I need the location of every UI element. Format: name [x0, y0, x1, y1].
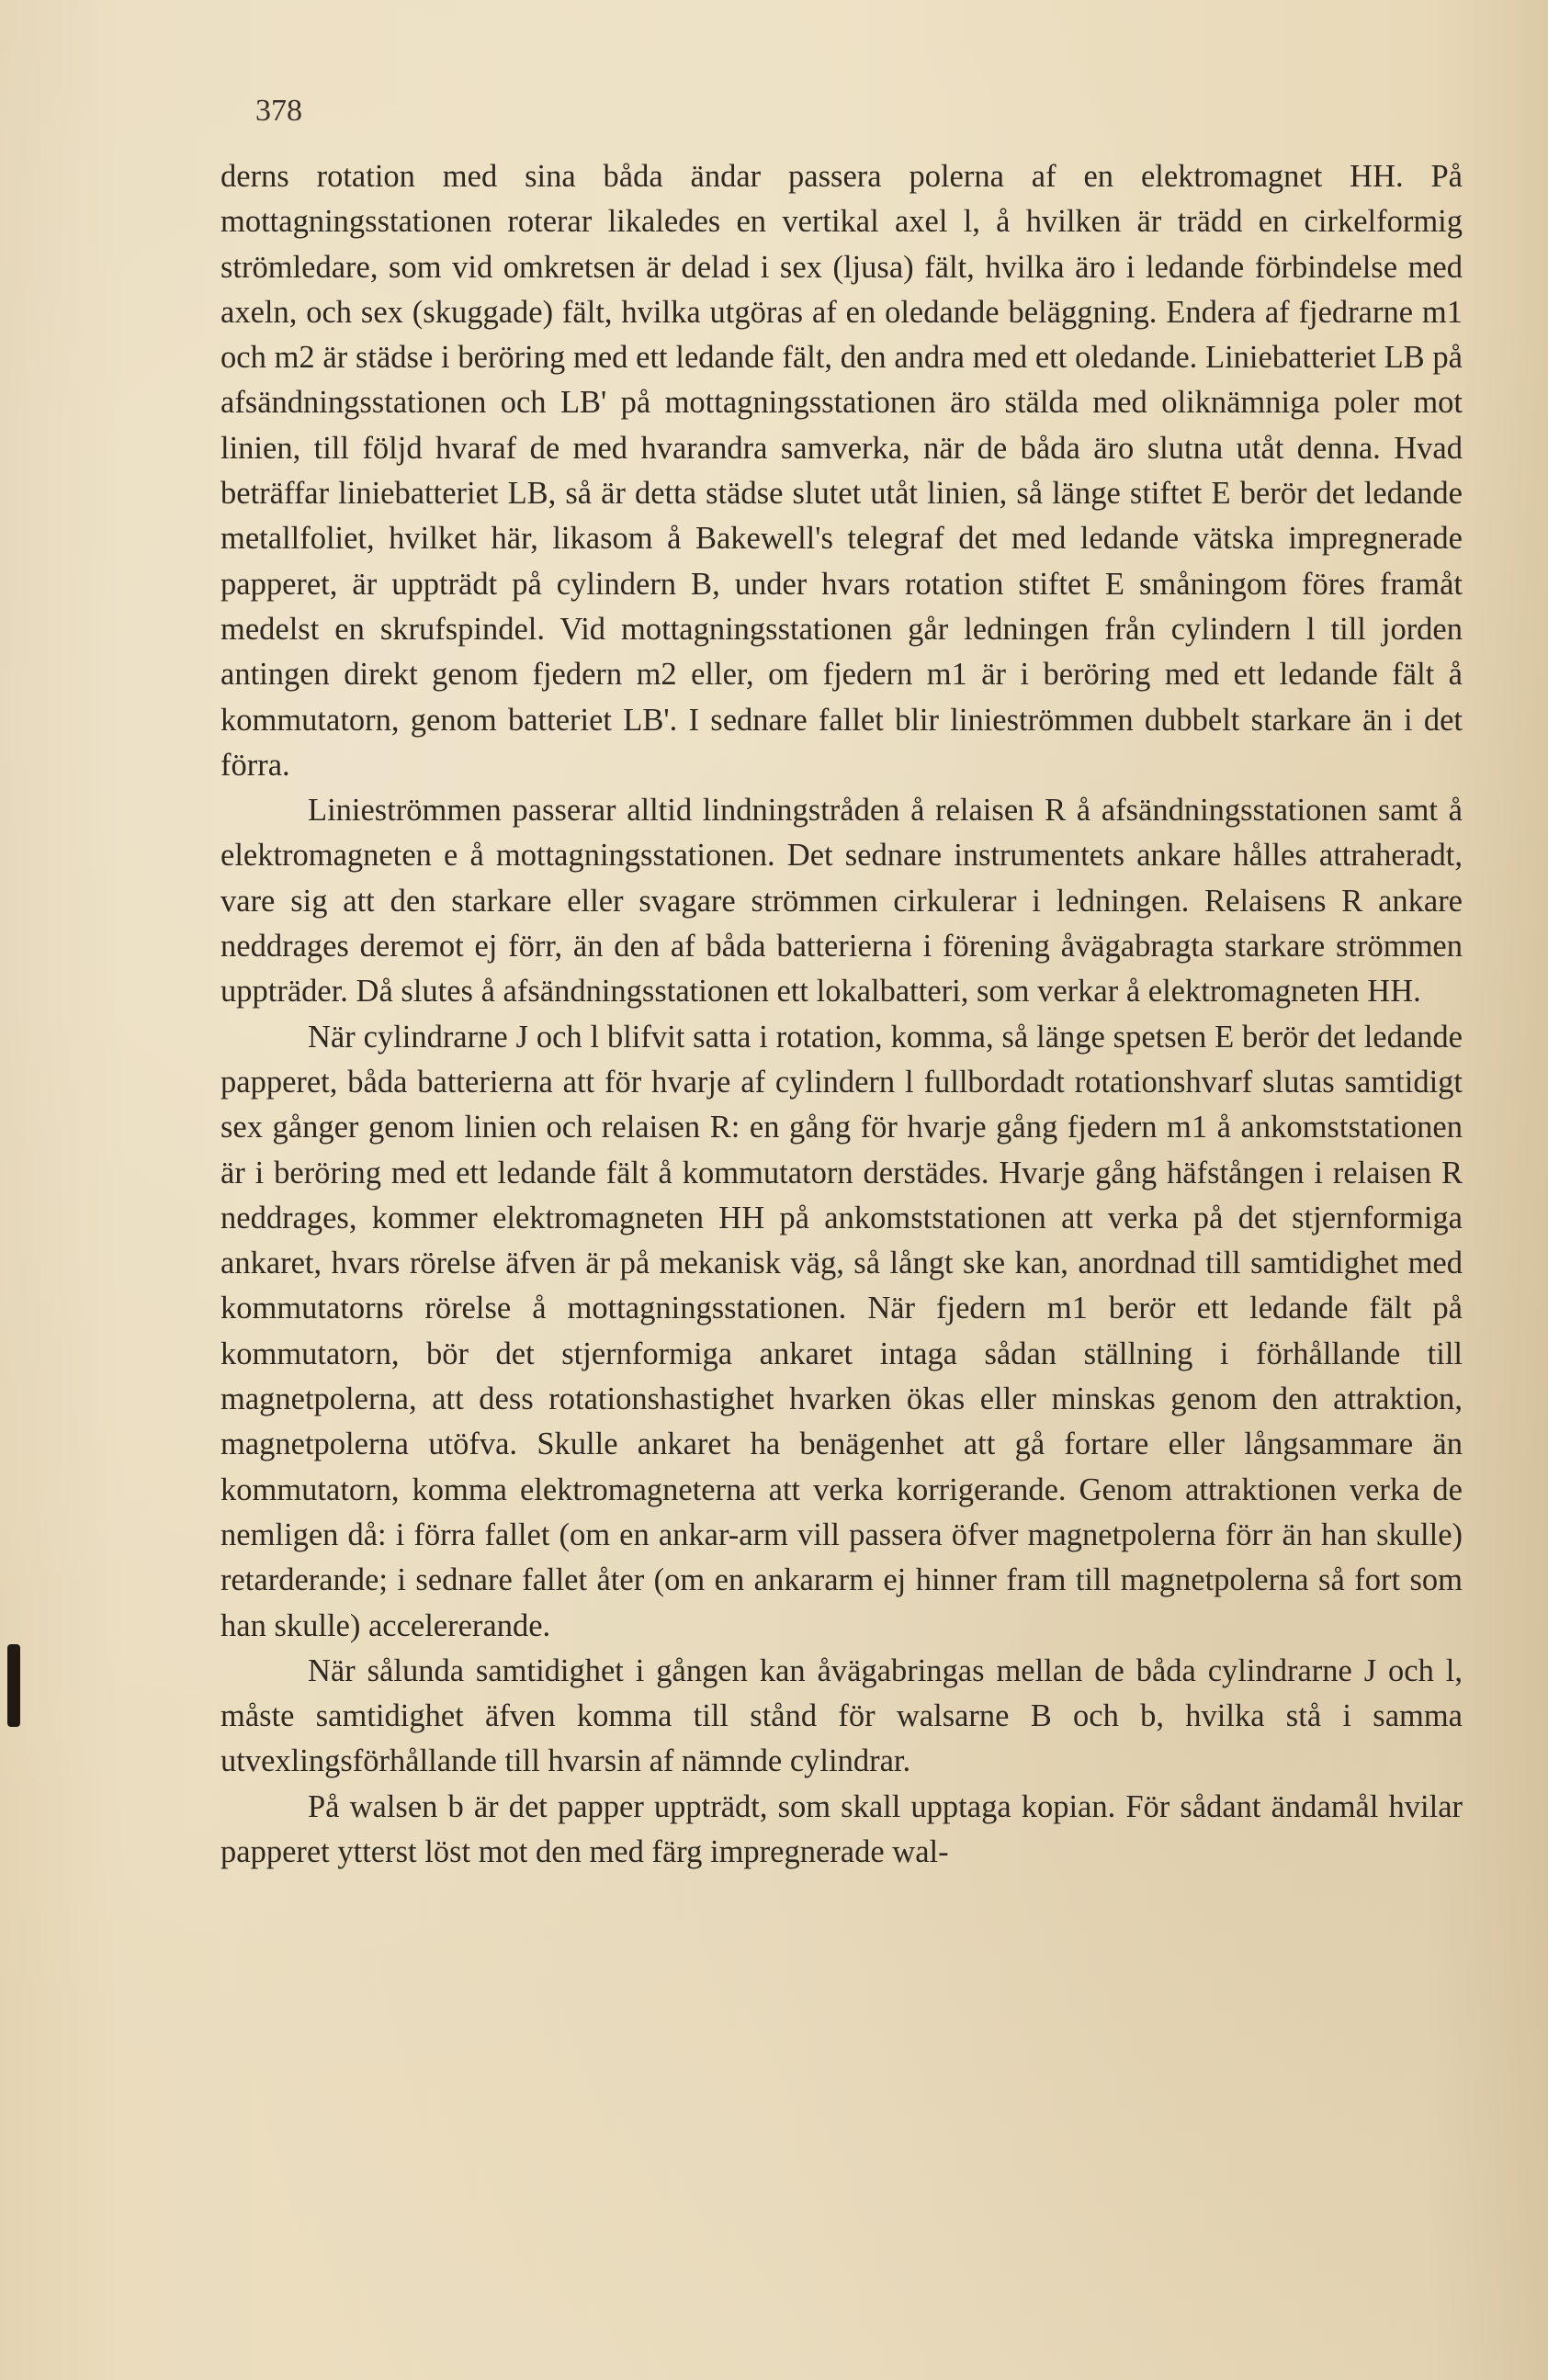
body-text [220, 154, 1463, 1875]
page-number: 378 [255, 94, 302, 128]
paragraph: När sålunda samtidighet i gången kan åvägabringas mellan de båda cylindrarne J och l, måste samtidighet äfven komma till stånd för walsarne B och b, hvilka stå i samma utvexlingsförhållande till hvarsin af nämnde cylindrar. [220, 1652, 1463, 1779]
page-edge-mark [7, 1644, 20, 1727]
paragraph: Linieströmmen passerar alltid lindningstråden å relaisen R å afsändningsstationen samt å elektromagneten e å mottagningsstationen. Det sednare instrumentets ankare hålles attraheradt, vare sig att den starkare eller svagare strömmen cirkulerar i ledningen. Relaisens R ankare neddrages deremot ej förr, än den af båda batterierna i förening åvägabragta starkare strömmen uppträder. Då slutes å afsändningsstationen ett lokalbatteri, som verkar å elektromagneten HH. [220, 793, 1463, 1010]
paragraph: På walsen b är det papper uppträdt, som skall upptaga kopian. För sådant ändamål hvilar papperet ytterst löst mot den med färg impregnerade wal- [220, 1788, 1463, 1869]
paragraph: När cylindrarne J och l blifvit satta i rotation, komma, så länge spetsen E berör det ledande papperet, båda batterierna att för hvarje af cylindern l fullbordadt rotationshvarf slutas samtidigt sex gånger genom linien och relaisen R: en gång för hvarje gång fjedern m1 å ankomststationen är i beröring med ett ledande fält å kommutatorn derstädes. Hvarje gång häfstången i relaisen R neddrages, kommer elektromagneten HH på ankomststationen att verka på det stjernformiga ankaret, hvars rörelse äfven är på mekanisk väg, så långt ske kan, anordnad till samtidighet med kommutatorns rörelse å mottagningsstationen. När fjedern m1 berör ett ledande fält på kommutatorn, bör det stjernformiga ankaret intaga sådan ställning i förhållande till magnetpolerna, att dess rotationshastighet hvarken ökas eller minskas genom den attraktion, magnetpolerna utöfva. Skulle ankaret ha benägenhet att gå fortare eller långsammare än kommutatorn, komma elektromagneterna att verka korrigerande. Genom attraktionen verka de nemligen då: i förra fallet (om en ankar-arm vill passera öfver magnetpolerna förr än han skulle) retarderande; i sednare fallet åter (om en ankararm ej hinner fram till magnetpolerna så fort som han skulle) accelererande. [220, 1019, 1463, 1643]
paragraph: derns rotation med sina båda ändar passera polerna af en elektromagnet HH. På mottagningsstationen roterar likaledes en vertikal axel l, å hvilken är trädd en cirkelformig strömledare, som vid omkretsen är delad i sex (ljusa) fält, hvilka äro i ledande förbindelse med axeln, och sex (skuggade) fält, hvilka utgöras af en oledande beläggning. Endera af fjedrarne m1 och m2 är städse i beröring med ett ledande fält, den andra med ett oledande. Liniebatteriet LB på afsändningsstationen och LB' på mottagningsstationen äro stälda med oliknämniga poler mot linien, till följd hvaraf de med hvarandra samverka, när de båda äro slutna utåt denna. Hvad beträffar liniebatteriet LB, så är detta städse slutet utåt linien, så länge stiftet E berör det ledande metallfoliet, hvilket här, likasom å Bakewell's telegraf det med ledande vätska impregnerade papperet, är uppträdt på cylindern B, under hvars rotation stiftet E småningom föres framåt medelst en skrufspindel. Vid mottagningsstationen går ledningen från cylindern l till jorden antingen direkt genom fjedern m2 eller, om fjedern m1 är i beröring med ett ledande fält å kommutatorn, genom batteriet LB'. I sednare fallet blir linieströmmen dubbelt starkare än i det förra. [220, 159, 1463, 783]
